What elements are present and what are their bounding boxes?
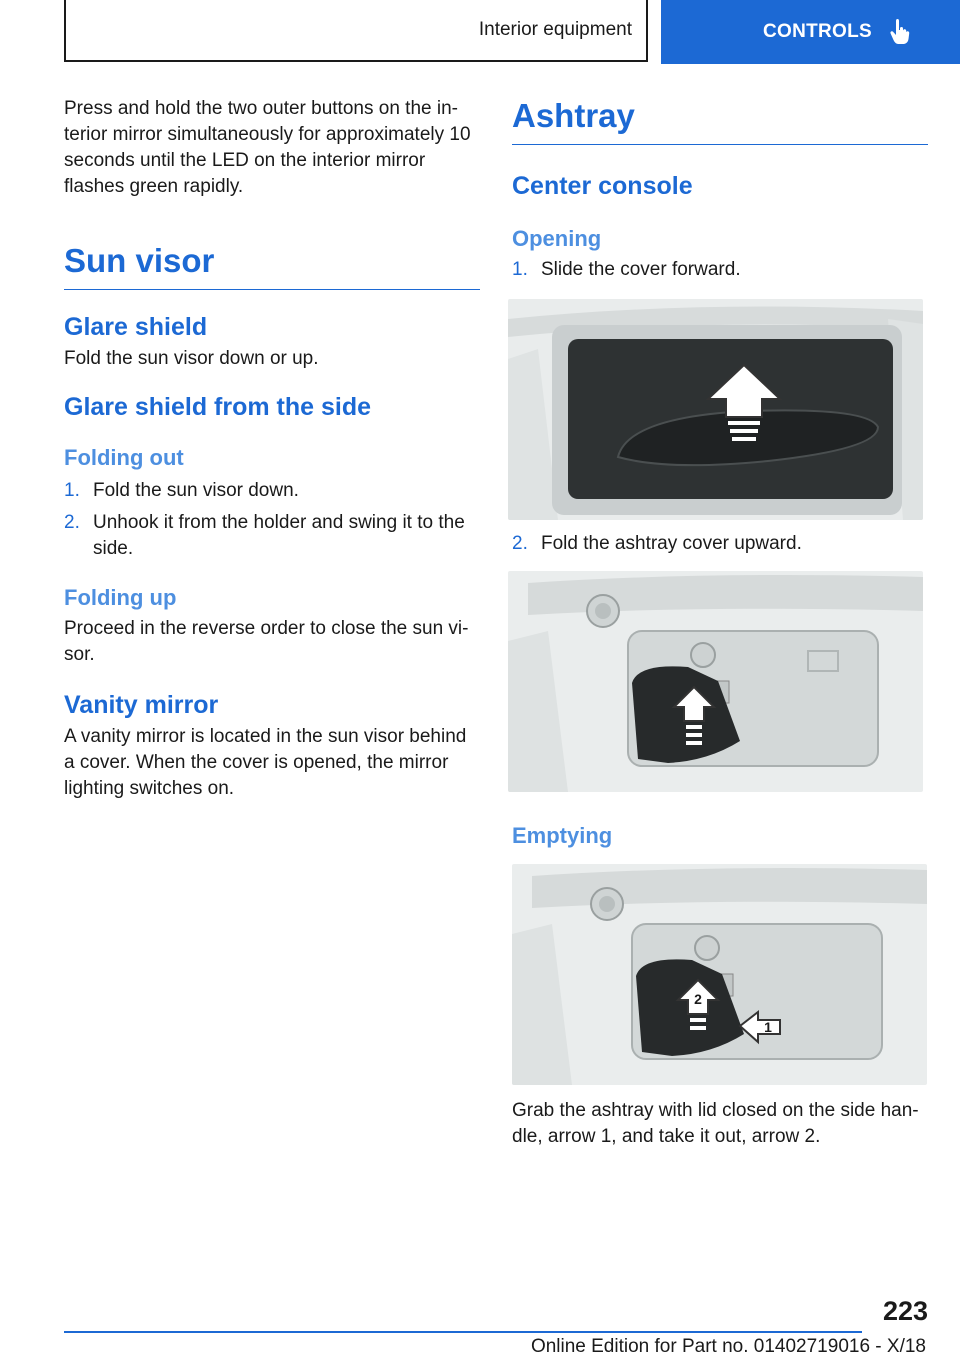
glare-shield-side-heading: Glare shield from the side [64,393,372,421]
ashtray-remove-illustration [512,864,927,1085]
folding-up-text: Proceed in the reverse order to close the sun visor. [64,618,469,665]
hand-pointer-icon [890,19,910,45]
folding-out-step-2 [64,510,480,562]
sun-visor-heading: Sun visor [64,241,480,290]
header-chapter-tab[interactable] [661,0,960,64]
vanity-mirror-heading: Vanity mirror [64,691,219,719]
page-number: 223 [882,1296,928,1326]
vanity-mirror-text: A vanity mirror is located in the sun visor behind a cover. When the cover is opened, the mirror lighting switches on. [64,726,467,799]
step-text: Fold the ashtray cover upward. [541,533,802,554]
step-text: Fold the sun visor down. [93,480,299,501]
callout-1-label: 1 [764,1019,772,1035]
footer-divider [64,1331,862,1333]
intro-paragraph: Press and hold the two outer buttons on the interior mirror simultaneously for approximately 10 seconds until the LED on the interior mirror flashes green rapidly. [64,98,471,197]
header-chapter-label: CONTROLS [763,21,873,42]
header-section-tab [64,0,648,62]
center-console-heading: Center console [512,172,693,200]
emptying-text: Grab the ashtray with lid closed on the side handle, arrow 1, and take it out, arrow 2. [512,1100,919,1147]
opening-step-1 [512,257,928,283]
right-column [512,96,928,1150]
step-number: 2. [512,533,528,554]
step-number: 1. [512,259,528,280]
edition-footer: Online Edition for Part no. 01402719016 - X/18 [530,1336,926,1357]
emptying-heading: Emptying [512,823,613,848]
step-number: 2. [64,512,80,533]
folding-up-heading: Folding up [64,585,177,610]
opening-heading: Opening [512,226,602,251]
header-section-label: Interior equipment [478,19,632,40]
left-column [64,96,480,802]
step-text: Unhook it from the holder and swing it to the side. [93,512,465,559]
folding-out-step-1 [64,478,480,504]
step-text: Slide the cover forward. [541,259,741,280]
callout-2-label: 2 [694,991,702,1007]
opening-step-2 [512,531,928,557]
ashtray-slide-cover-illustration [508,299,923,520]
step-number: 1. [64,480,80,501]
glare-shield-text: Fold the sun visor down or up. [64,348,319,369]
ashtray-heading: Ashtray [512,96,928,145]
folding-out-heading: Folding out [64,445,184,470]
glare-shield-heading: Glare shield [64,313,208,341]
ashtray-fold-cover-illustration [508,571,923,792]
